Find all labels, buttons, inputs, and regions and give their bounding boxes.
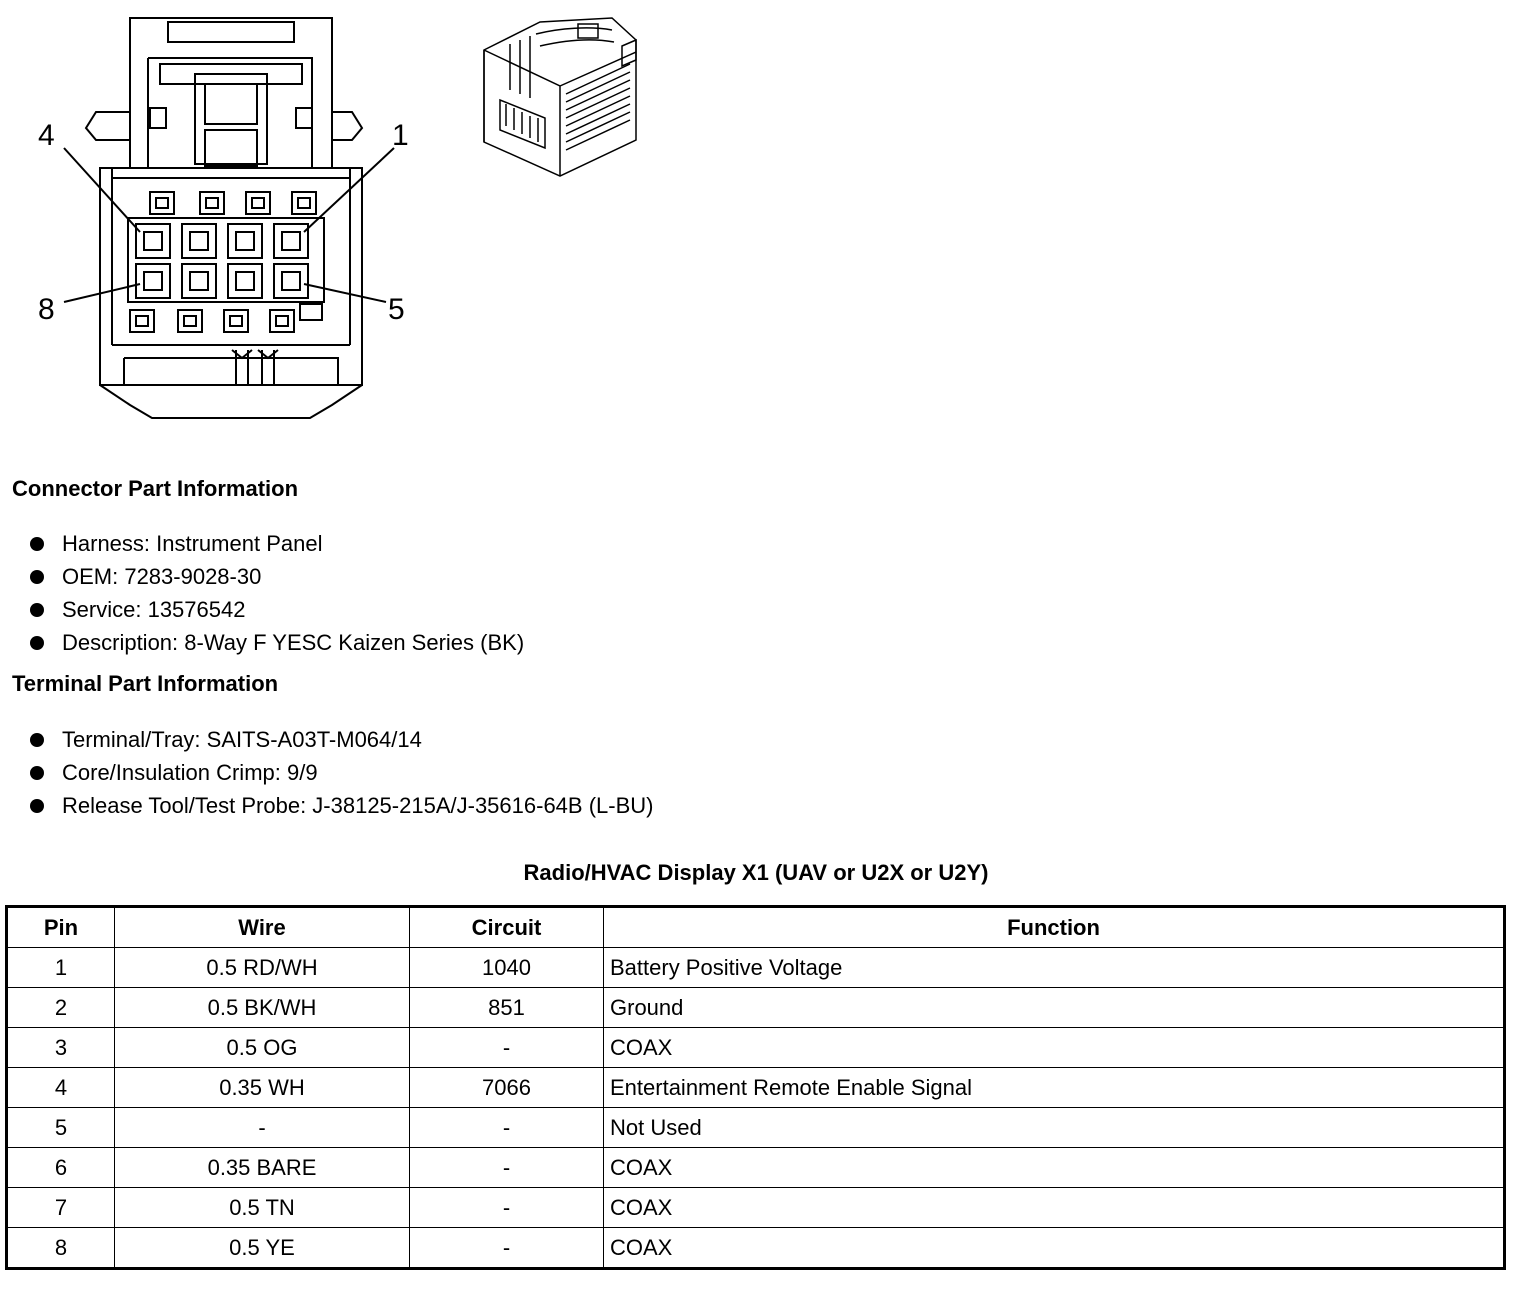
header-function: Function xyxy=(604,907,1505,948)
terminal-info-heading: Terminal Part Information xyxy=(12,671,279,696)
header-circuit: Circuit xyxy=(410,907,604,948)
terminal-info-list xyxy=(30,723,653,822)
table-row xyxy=(7,988,1505,1028)
table-row xyxy=(7,948,1505,988)
cell-wire: 0.5 RD/WH xyxy=(115,948,410,988)
pin-5-label: 5 xyxy=(388,293,405,326)
cell-pin: 1 xyxy=(7,948,115,988)
connector-info-heading: Connector Part Information xyxy=(12,476,299,501)
list-item xyxy=(30,593,524,626)
connector-face-view xyxy=(64,18,394,418)
list-item xyxy=(30,789,653,822)
cell-circuit: - xyxy=(410,1228,604,1269)
list-item xyxy=(30,626,524,659)
connector-info-list xyxy=(30,527,524,659)
cell-wire: 0.5 TN xyxy=(115,1188,410,1228)
cell-function: COAX xyxy=(604,1028,1505,1068)
list-item-text: Release Tool/Test Probe: J-38125-215A/J-35616-64B (L-BU) xyxy=(62,793,654,818)
header-pin: Pin xyxy=(7,907,115,948)
pin-4-label: 4 xyxy=(38,119,55,152)
header-wire: Wire xyxy=(115,907,410,948)
bullet-icon xyxy=(30,766,44,780)
pin-8-label: 8 xyxy=(38,293,55,326)
list-item-text: Description: 8-Way F YESC Kaizen Series (BK) xyxy=(62,630,525,655)
list-item-text: OEM: 7283-9028-30 xyxy=(62,564,262,589)
bullet-icon xyxy=(30,570,44,584)
table-row xyxy=(7,1068,1505,1108)
cell-function: COAX xyxy=(604,1228,1505,1269)
cell-pin: 8 xyxy=(7,1228,115,1269)
cell-function: Battery Positive Voltage xyxy=(604,948,1505,988)
table-row xyxy=(7,1188,1505,1228)
cell-wire: 0.35 WH xyxy=(115,1068,410,1108)
lower-lock-windows xyxy=(130,304,322,332)
connector-diagram xyxy=(0,0,700,440)
table-row xyxy=(7,1228,1505,1269)
list-item-text: Service: 13576542 xyxy=(62,597,246,622)
cell-circuit: 851 xyxy=(410,988,604,1028)
cell-wire: 0.35 BARE xyxy=(115,1148,410,1188)
cell-function: COAX xyxy=(604,1188,1505,1228)
table-row xyxy=(7,1028,1505,1068)
list-item-text: Terminal/Tray: SAITS-A03T-M064/14 xyxy=(62,727,422,752)
cell-pin: 5 xyxy=(7,1108,115,1148)
cell-function: Ground xyxy=(604,988,1505,1028)
cell-circuit: 1040 xyxy=(410,948,604,988)
bullet-icon xyxy=(30,537,44,551)
list-item-text: Harness: Instrument Panel xyxy=(62,531,323,556)
connector-isometric-view xyxy=(484,18,636,176)
cell-circuit: - xyxy=(410,1028,604,1068)
terminal-cavities xyxy=(128,218,324,302)
bullet-icon xyxy=(30,799,44,813)
table-row xyxy=(7,1108,1505,1148)
cell-pin: 7 xyxy=(7,1188,115,1228)
cell-function: Not Used xyxy=(604,1108,1505,1148)
cell-pin: 2 xyxy=(7,988,115,1028)
table-title: Radio/HVAC Display X1 (UAV or U2X or U2Y) xyxy=(523,860,989,885)
cell-wire: 0.5 OG xyxy=(115,1028,410,1068)
cell-function: Entertainment Remote Enable Signal xyxy=(604,1068,1505,1108)
upper-lock-windows xyxy=(150,192,316,214)
cell-pin: 4 xyxy=(7,1068,115,1108)
cell-function: COAX xyxy=(604,1148,1505,1188)
bullet-icon xyxy=(30,636,44,650)
cell-wire: 0.5 BK/WH xyxy=(115,988,410,1028)
pinout-table xyxy=(5,905,1506,1270)
list-item xyxy=(30,560,524,593)
list-item xyxy=(30,527,524,560)
cell-pin: 3 xyxy=(7,1028,115,1068)
cell-wire: 0.5 YE xyxy=(115,1228,410,1269)
table-row xyxy=(7,1148,1505,1188)
bullet-icon xyxy=(30,603,44,617)
list-item xyxy=(30,723,653,756)
cell-circuit: 7066 xyxy=(410,1068,604,1108)
cell-wire: - xyxy=(115,1108,410,1148)
cell-circuit: - xyxy=(410,1148,604,1188)
list-item-text: Core/Insulation Crimp: 9/9 xyxy=(62,760,318,785)
cell-pin: 6 xyxy=(7,1148,115,1188)
cell-circuit: - xyxy=(410,1108,604,1148)
cell-circuit: - xyxy=(410,1188,604,1228)
bullet-icon xyxy=(30,733,44,747)
table-header-row xyxy=(7,907,1505,948)
list-item xyxy=(30,756,653,789)
pin-1-label: 1 xyxy=(392,119,409,152)
